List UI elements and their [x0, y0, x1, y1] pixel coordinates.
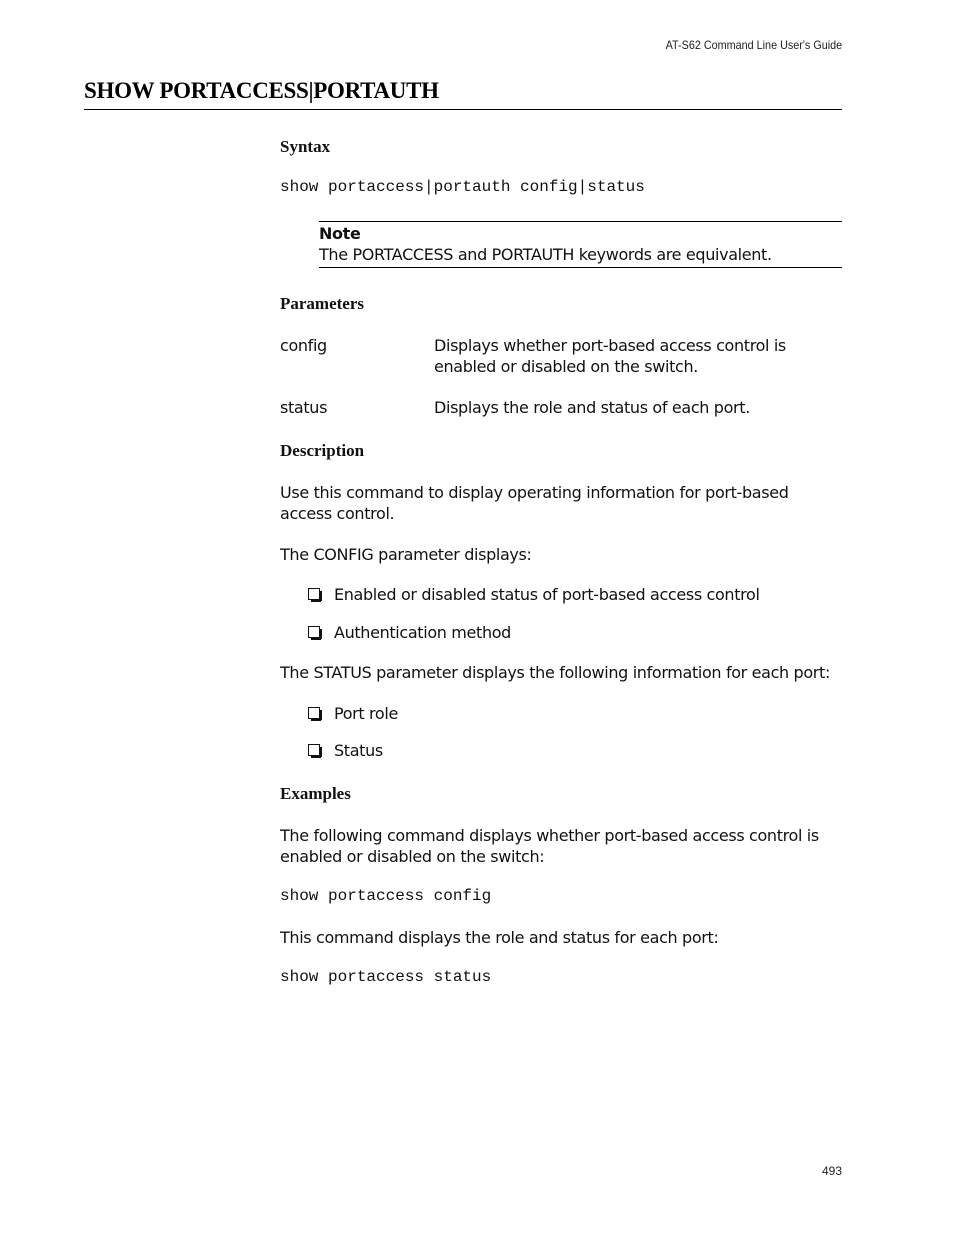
list-item-text: Authentication method — [334, 623, 511, 642]
param-name-status: status — [280, 398, 328, 417]
page-title: SHOW PORTACCESS|PORTAUTH — [84, 78, 439, 103]
description-line: Use this command to display operating information for port-based — [280, 483, 789, 502]
checkbox-bullet-icon — [308, 588, 320, 600]
description-heading: Description — [280, 441, 365, 460]
list-item-text: Port role — [334, 704, 398, 723]
list-item-text: Status — [334, 741, 383, 760]
note-title: Note — [319, 224, 361, 243]
param-desc-status: Displays the role and status of each port. — [434, 398, 750, 417]
list-item-text: Enabled or disabled status of port-based access control — [334, 585, 760, 604]
checkbox-bullet-icon — [308, 626, 320, 638]
examples-line: The following command displays whether port-based access control is — [280, 826, 819, 845]
description-paragraph — [280, 482, 789, 524]
examples-heading: Examples — [280, 784, 351, 803]
examples-line: enabled or disabled on the switch: — [280, 847, 545, 866]
syntax-heading: Syntax — [280, 137, 331, 156]
note-text: The PORTACCESS and PORTAUTH keywords are equivalent. — [319, 245, 772, 264]
status-intro: The STATUS parameter displays the following information for each port: — [280, 663, 830, 682]
examples-paragraph-2: This command displays the role and status for each port: — [280, 928, 719, 947]
checkbox-bullet-icon — [308, 707, 320, 719]
description-line: access control. — [280, 504, 395, 523]
checkbox-bullet-icon — [308, 744, 320, 756]
example-command-config: show portaccess config — [280, 887, 492, 905]
param-desc-line: enabled or disabled on the switch. — [434, 357, 698, 376]
syntax-command: show portaccess|portauth config|status — [280, 178, 645, 196]
example-command-status: show portaccess status — [280, 968, 492, 986]
page-number: 493 — [821, 1164, 842, 1178]
note-box — [319, 221, 842, 268]
config-intro: The CONFIG parameter displays: — [280, 545, 532, 564]
running-header: AT-S62 Command Line User's Guide — [665, 38, 842, 52]
title-divider — [84, 109, 842, 110]
examples-paragraph — [280, 825, 819, 867]
list-item — [308, 740, 383, 761]
list-item — [308, 622, 511, 643]
list-item — [308, 703, 398, 724]
param-name-config: config — [280, 336, 327, 355]
parameters-heading: Parameters — [280, 294, 365, 313]
list-item — [308, 584, 760, 605]
param-desc-line: Displays whether port-based access control is — [434, 336, 786, 355]
param-desc-config — [434, 335, 842, 377]
